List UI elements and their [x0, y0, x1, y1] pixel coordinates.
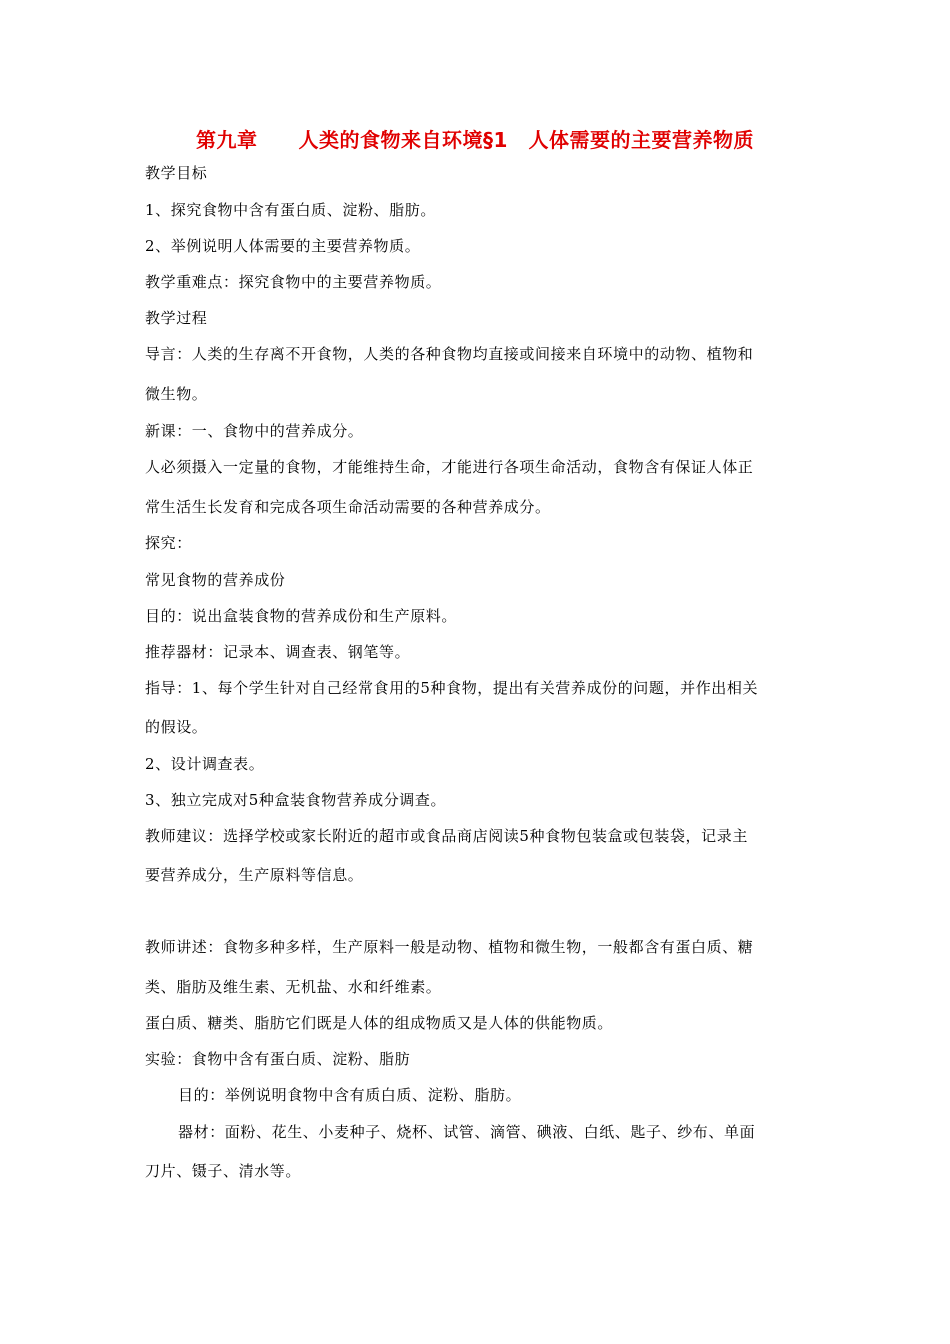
heading-teaching-process: 教学过程: [145, 309, 208, 327]
teacher-suggestion-line-1: 教师建议：选择学校或家长附近的超市或食品商店阅读5种食物包装盒或包装袋，记录主: [145, 827, 748, 845]
experiment-purpose: 目的：举例说明食物中含有质白质、淀粉、脂肪。: [178, 1086, 522, 1104]
nutrition-paragraph-line-2: 常生活生长发育和完成各项生命活动需要的各种营养成分。: [145, 498, 551, 516]
nutrition-paragraph-line-1: 人必须摄入一定量的食物，才能维持生命，才能进行各项生命活动，食物含有保证人体正: [145, 458, 754, 476]
explore-materials: 推荐器材：记录本、调查表、钢笔等。: [145, 643, 411, 661]
intro-paragraph-line-1: 导言：人类的生存离不开食物，人类的各种食物均直接或间接来自环境中的动物、植物和: [145, 345, 754, 363]
document-title: 第九章 人类的食物来自环境§1 人体需要的主要营养物质: [196, 128, 754, 152]
explore-topic: 常见食物的营养成份: [145, 571, 286, 589]
teacher-lecture-line-1: 教师讲述：食物多种多样，生产原料一般是动物、植物和微生物，一般都含有蛋白质、糖: [145, 938, 754, 956]
goal-item-2: 2、举例说明人体需要的主要营养物质。: [145, 237, 421, 255]
guidance-step-2: 2、设计调查表。: [145, 755, 265, 773]
goal-item-1: 1、探究食物中含有蛋白质、淀粉、脂肪。: [145, 201, 436, 219]
intro-paragraph-line-2: 微生物。: [145, 385, 208, 403]
heading-teaching-goals: 教学目标: [145, 164, 208, 182]
key-difficulty: 教学重难点：探究食物中的主要营养物质。: [145, 273, 442, 291]
explore-purpose: 目的：说出盒装食物的营养成份和生产原料。: [145, 607, 458, 625]
explore-heading: 探究：: [145, 534, 192, 552]
experiment-materials-line-1: 器材：面粉、花生、小麦种子、烧杯、试管、滴管、碘液、白纸、匙子、纱布、单面: [178, 1123, 756, 1141]
guidance-step-3: 3、独立完成对5种盒装食物营养成分调查。: [145, 791, 447, 809]
teacher-suggestion-line-2: 要营养成分，生产原料等信息。: [145, 866, 364, 884]
new-lesson-heading: 新课：一、食物中的营养成分。: [145, 422, 364, 440]
teacher-lecture-line-2: 类、脂肪及维生素、无机盐、水和纤维素。: [145, 978, 442, 996]
nutrient-function-statement: 蛋白质、糖类、脂肪它们既是人体的组成物质又是人体的供能物质。: [145, 1014, 614, 1032]
guidance-line-2: 的假设。: [145, 718, 208, 736]
experiment-materials-line-2: 刀片、镊子、清水等。: [145, 1162, 302, 1180]
guidance-line-1: 指导：1、每个学生针对自己经常食用的5种食物，提出有关营养成份的问题，并作出相关: [145, 679, 759, 697]
experiment-heading: 实验：食物中含有蛋白质、淀粉、脂肪: [145, 1050, 411, 1068]
